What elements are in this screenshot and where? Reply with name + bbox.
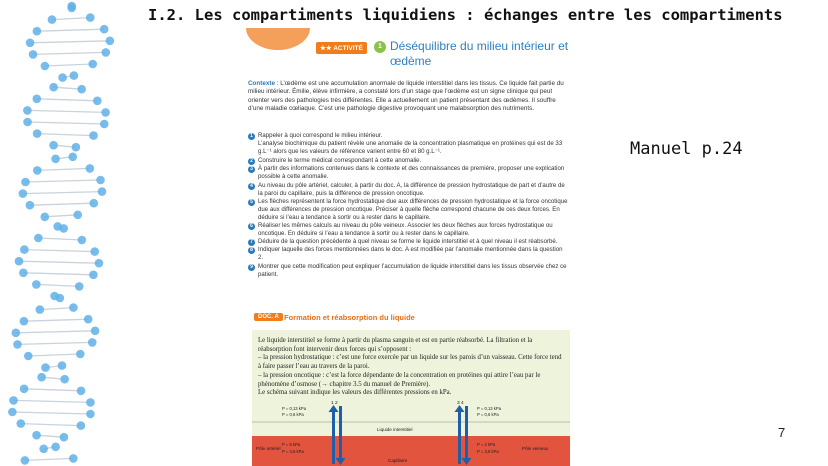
dna-node (69, 303, 78, 312)
dna-rung (27, 110, 105, 112)
pressure-diagram (252, 400, 570, 466)
dna-node (40, 213, 49, 222)
liquid-interstitiel-label: Liquide interstitiel (377, 427, 413, 432)
dna-node (101, 48, 110, 57)
dna-node (106, 37, 115, 46)
pressure-bottom-right-1: P = 2 kPa (477, 442, 496, 447)
dna-node (72, 143, 81, 152)
capillaire-label: Capillaire (388, 458, 408, 463)
dna-rung (23, 192, 102, 194)
doc-paragraph: Le liquide interstitiel se forme à partir du plasma sanguin et est en partie réabsorbé. La filtration et la réabsorption font intervenir deux forces qui s’opposent : (258, 337, 533, 353)
dna-node (20, 317, 29, 326)
question-text: Réaliser les mêmes calculs au niveau du pôle veineux. Associer les deux flèches aux forces hydrostatique ou oncotique. En déduire si l’eau a tendance à sortir ou à rester dans le capillaire. (258, 222, 553, 238)
activity-title: Déséquilibre du milieu intérieur et œdème (390, 39, 569, 68)
doc-title: Formation et réabsorption du liquide (284, 313, 415, 322)
pressure-top-right-2: P = 0,6 kPa (477, 412, 499, 417)
dna-rung (37, 29, 104, 31)
question-item (248, 238, 568, 246)
dna-rung (28, 354, 80, 356)
arrow-numbers-left: 1 2 (331, 401, 338, 406)
question-number: 2 (248, 158, 255, 165)
pressure-bottom-right-2: P = 3,6 kPa (477, 449, 499, 454)
dna-node (70, 71, 79, 80)
dna-node (48, 15, 57, 24)
question-number: 1 (248, 133, 255, 140)
dna-node (56, 294, 65, 303)
dna-node (88, 60, 97, 69)
dna-rung (24, 319, 88, 321)
dna-node (88, 338, 97, 347)
dna-node (93, 97, 102, 106)
dna-node (77, 421, 86, 430)
activity-badge: ★★ ACTIVITÉ (316, 42, 367, 54)
dna-rung (30, 203, 94, 205)
dna-node (100, 25, 109, 34)
dna-node (77, 387, 86, 396)
dna-rung (12, 412, 90, 414)
dna-node (37, 373, 46, 382)
question-number: 8 (248, 247, 255, 254)
dna-node (89, 131, 98, 140)
question-item (248, 165, 568, 181)
question-text: Déduire de la question précédente à quel niveau se forme le liquide interstitiel et à quel niveau il est réabsorbé. (258, 238, 558, 246)
dna-node (89, 199, 98, 208)
dna-node (39, 445, 48, 454)
doc-badge: DOC. A (254, 313, 283, 321)
question-item (248, 222, 568, 238)
dna-node (100, 120, 109, 129)
question-text: Les flèches représentent la force hydrostatique due aux différences de pression hydrostatique et la force oncotique due aux différences de pression oncotique. Préciser à quelle flèche correspond chacune de ces deux forces. En déduire si l’eau a tendance à sortir ou à rester dans le capillaire. (258, 197, 568, 221)
dna-node (51, 155, 60, 164)
dna-node (29, 50, 38, 59)
dna-helix-decoration (0, 0, 140, 466)
page-number: 7 (778, 425, 786, 440)
question-number: 5 (248, 199, 255, 206)
question-text: Rappeler à quoi correspond le milieu intérieur. (258, 132, 383, 139)
doc-text (258, 337, 564, 398)
question-number: 4 (248, 183, 255, 190)
question-item (248, 132, 568, 140)
dna-node (41, 62, 50, 71)
dna-node (20, 245, 29, 254)
dna-rung (38, 238, 82, 240)
dna-node (15, 257, 24, 266)
dna-node (36, 305, 45, 314)
context-paragraph (248, 80, 568, 113)
question-item (248, 182, 568, 198)
dna-node (60, 433, 69, 442)
question-text: À partir des informations contenues dans le contexte et des connaissances de première, proposer une explication possible à cette anomalie. (258, 165, 565, 181)
dna-node (75, 282, 84, 291)
dna-node (19, 189, 28, 198)
questions-list (248, 132, 568, 279)
dna-node (59, 224, 68, 233)
dna-rung (45, 64, 93, 66)
dna-rung (37, 168, 90, 170)
dna-node (68, 153, 77, 162)
question-text: L’analyse biochimique du patient révèle une anomalie de la concentration plasmatique en protéines qui est de 33 g.L⁻¹ alors que les valeurs de référence varient entre 60 et 80 g.L⁻¹. (258, 140, 563, 156)
dna-node (41, 363, 50, 372)
dna-node (78, 236, 87, 245)
dna-rung (30, 41, 110, 43)
dna-rung (37, 134, 93, 136)
dna-node (51, 443, 60, 452)
pole-arteriel-label: Pôle artériel (256, 446, 281, 451)
dna-node (33, 166, 42, 175)
dna-node (73, 211, 82, 220)
dna-node (26, 201, 35, 210)
doc-paragraph: – la pression oncotique : c’est la force dépendante de la concentration en protéines qui attire l’eau par le phénomène d’osmose (→ chapitre 3.5 du manuel de Première). (258, 371, 541, 388)
question-item (248, 198, 568, 222)
dna-rung (40, 308, 74, 310)
manuel-reference: Manuel p.24 (630, 139, 743, 159)
question-item (248, 157, 568, 165)
dna-node (77, 85, 86, 94)
pressure-bottom-left-2: P = 3,6 kPa (282, 449, 304, 454)
dna-node (34, 234, 43, 243)
pole-veineux-label: Pôle veineux (522, 446, 549, 451)
dna-node (24, 352, 33, 361)
pressure-top-right-1: P = 0,13 kPa (477, 406, 502, 411)
dna-node (20, 385, 29, 394)
question-item (248, 263, 568, 279)
dna-node (67, 4, 76, 13)
dna-node (101, 108, 110, 117)
dna-node (76, 350, 85, 359)
dna-node (86, 398, 95, 407)
dna-node (58, 361, 67, 370)
dna-rung (52, 18, 90, 20)
dna-node (8, 408, 17, 417)
dna-node (32, 431, 41, 440)
dna-node (58, 73, 67, 82)
dna-node (21, 178, 30, 187)
dna-node (26, 39, 35, 48)
question-item (248, 140, 568, 156)
pressure-top-left-2: P = 0,6 kPa (282, 412, 304, 417)
dna-node (19, 269, 28, 278)
question-text: Au niveau du pôle artériel, calculer, à partir du doc. A, la différence de pression hydrostatique de part et d’autre de la paroi du capillaire, puis la différence de pression oncotique. (258, 181, 565, 197)
dna-node (84, 315, 93, 324)
question-number: 6 (248, 223, 255, 230)
dna-rung (16, 331, 95, 333)
dna-rung (23, 273, 93, 275)
doc-paragraph: – la pression hydrostatique : c’est une force exercée par un liquide sur les parois d’un vaisseau. Cette force tend à faire passer l’eau au travers de la paroi. (258, 354, 562, 371)
dna-node (60, 375, 69, 384)
dna-node (91, 327, 100, 336)
dna-node (90, 247, 99, 256)
dna-node (86, 410, 95, 419)
context-label: Contexte (248, 80, 275, 87)
question-number: 7 (248, 239, 255, 246)
doc-paragraph: Le schéma suivant indique les valeurs des différentes pressions en kPa. (258, 389, 452, 397)
question-number: 3 (248, 166, 255, 173)
dna-rung (25, 458, 73, 460)
dna-node (23, 118, 32, 127)
activity-number: 1 (374, 41, 386, 53)
context-text: : L’œdème est une accumulation anormale de liquide interstitiel dans les tissus. Ce liquide fait partie du milieu intérieur. Émilie, élève infirmière, a constaté lors d’un stage que l’œdème est un signe clinique qui peut orienter vers des pathologies très différentes. Elle a actuellement un patient présentant des œdèmes. Il souffre d’une maladie cœliaque. C’est une pathologie digestive provoquant une malabsorption des nutriments. (248, 80, 564, 112)
pressure-bottom-left-1: P = 5 kPa (282, 442, 301, 447)
dna-node (21, 456, 30, 465)
dna-node (12, 329, 21, 338)
dna-rung (24, 389, 81, 391)
dna-rung (25, 180, 100, 182)
question-text: Indiquer laquelle des forces mentionnées dans le doc. A est modifiée par l’anomalie mentionnée dans la question 2. (258, 246, 563, 262)
dna-node (32, 280, 41, 289)
question-number: 9 (248, 264, 255, 271)
dna-rung (45, 215, 78, 217)
dna-node (86, 13, 95, 22)
dna-node (49, 141, 58, 150)
dna-rung (24, 250, 94, 252)
dna-node (95, 259, 104, 268)
dna-rung (33, 52, 106, 54)
pressure-top-left-1: P = 0,13 kPa (282, 406, 307, 411)
dna-node (98, 187, 107, 196)
dna-rung (21, 424, 81, 426)
dna-rung (28, 122, 105, 124)
dna-node (49, 83, 58, 92)
question-text: Construire le terme médical correspondant à cette anomalie. (258, 157, 422, 165)
dna-node (89, 271, 98, 280)
dna-node (13, 340, 22, 349)
arrow-numbers-right: 3 4 (457, 401, 464, 406)
dna-node (86, 164, 95, 173)
question-text: Montrer que cette modification peut expliquer l’accumulation de liquide interstitiel dans les tissus observée chez ce patient. (258, 262, 567, 278)
decorative-arc (246, 28, 310, 50)
slide-title: I.2. Les compartiments liquidiens : échanges entre les compartiments (148, 6, 783, 24)
dna-rung (19, 261, 99, 263)
question-item (248, 246, 568, 262)
dna-rung (17, 342, 92, 344)
dna-rung (36, 284, 79, 286)
dna-node (33, 129, 42, 138)
dna-node (16, 419, 25, 428)
dna-node (9, 396, 18, 405)
dna-node (32, 95, 41, 104)
dna-rung (14, 400, 91, 402)
dna-node (33, 27, 42, 36)
textbook-page-scan (240, 28, 573, 466)
dna-node (23, 106, 32, 115)
dna-node (69, 454, 78, 463)
dna-node (96, 176, 105, 185)
dna-rung (37, 99, 98, 101)
